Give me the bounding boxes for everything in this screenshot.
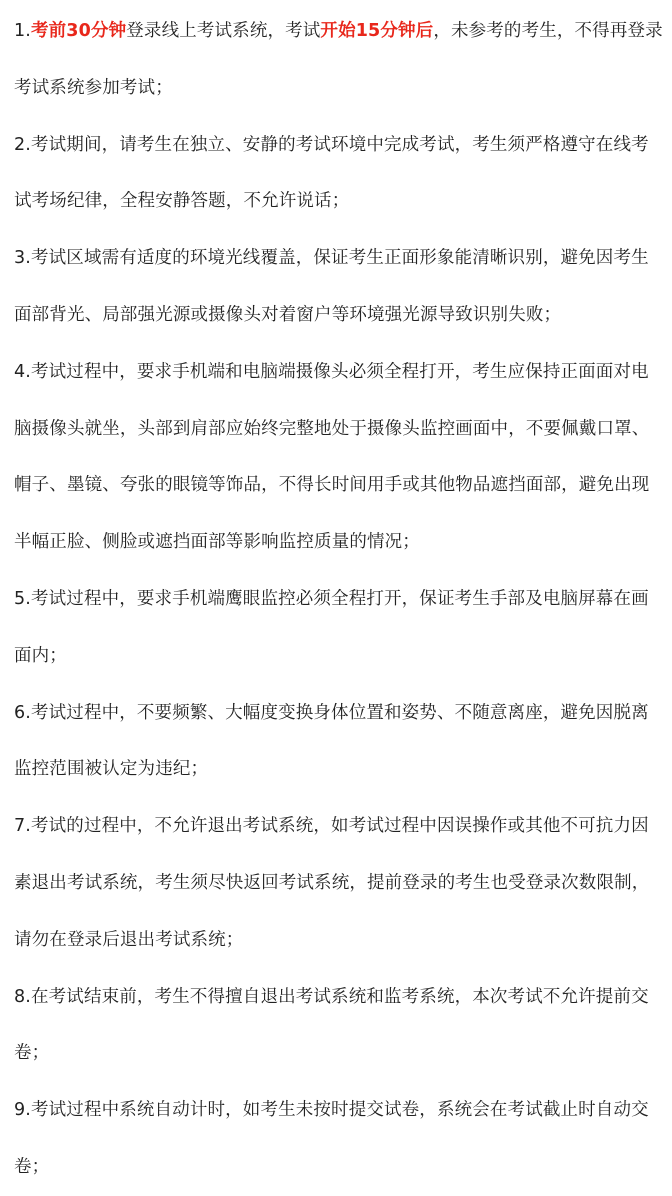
- rule-text: 考试期间，请考生在独立、安静的考试环境中完成考试，考生须严格遵守在线考试考场纪律，全程安静答题，不允许说话；: [14, 134, 649, 212]
- rule-text: 登录线上考试系统，考试: [126, 21, 321, 41]
- rule-number: 8.: [14, 986, 31, 1007]
- rule-9: [14, 1082, 664, 1196]
- rule-text: 考试过程中系统自动计时，如考生未按时提交试卷，系统会在考试截止时自动交卷；: [14, 1100, 649, 1177]
- rule-4: [14, 344, 664, 571]
- rule-number: 4.: [14, 361, 31, 382]
- rule-2: [14, 117, 664, 231]
- rule-3: [14, 230, 664, 344]
- rule-1: [14, 3, 664, 117]
- rule-number: 7.: [14, 816, 31, 837]
- rule-5: [14, 571, 664, 685]
- rule-text: 考试的过程中，不允许退出考试系统，如考试过程中因误操作或其他不可抗力因素退出考试系统，考生须尽快返回考试系统，提前登录的考生也受登录次数限制，请勿在登录后退出考试系统；: [14, 816, 650, 950]
- rule-8: [14, 969, 664, 1083]
- rule-number: 3.: [14, 248, 31, 269]
- highlight-before-30min: 考前30分钟: [31, 21, 127, 41]
- highlight-after-15min: 开始15分钟后: [320, 21, 434, 41]
- rule-text: 考试过程中，要求手机端和电脑端摄像头必须全程打开，考生应保持正面面对电脑摄像头就坐，头部到肩部应始终完整地处于摄像头监控画面中，不要佩戴口罩、帽子、墨镜、夸张的眼镜等饰品，不得长时间用手或其他物品遮挡面部，避免出现半幅正脸、侧脸或遮挡面部等影响监控质量的情况；: [14, 361, 650, 553]
- rule-text: 在考试结束前，考生不得擅自退出考试系统和监考系统，本次考试不允许提前交卷；: [14, 986, 649, 1064]
- rule-text: 考试区域需有适度的环境光线覆盖，保证考生正面形象能清晰识别，避免因考生面部背光、局部强光源或摄像头对着窗户等环境强光源导致识别失败；: [14, 248, 649, 325]
- rule-number: 6.: [14, 702, 31, 723]
- rule-6: [14, 685, 664, 799]
- rule-number: 1.: [14, 21, 31, 41]
- rule-text: 考试过程中，不要频繁、大幅度变换身体位置和姿势、不随意离座，避免因脱离监控范围被认定为违纪；: [14, 702, 649, 780]
- rule-7: [14, 798, 664, 968]
- rule-text: 考试过程中，要求手机端鹰眼监控必须全程打开，保证考生手部及电脑屏幕在画面内；: [14, 588, 649, 666]
- rule-number: 2.: [14, 134, 31, 155]
- rule-number: 5.: [14, 588, 31, 609]
- rule-text: ，未参考的考生，不得再登录考试系统参加考试；: [14, 21, 663, 98]
- rule-number: 9.: [14, 1100, 31, 1121]
